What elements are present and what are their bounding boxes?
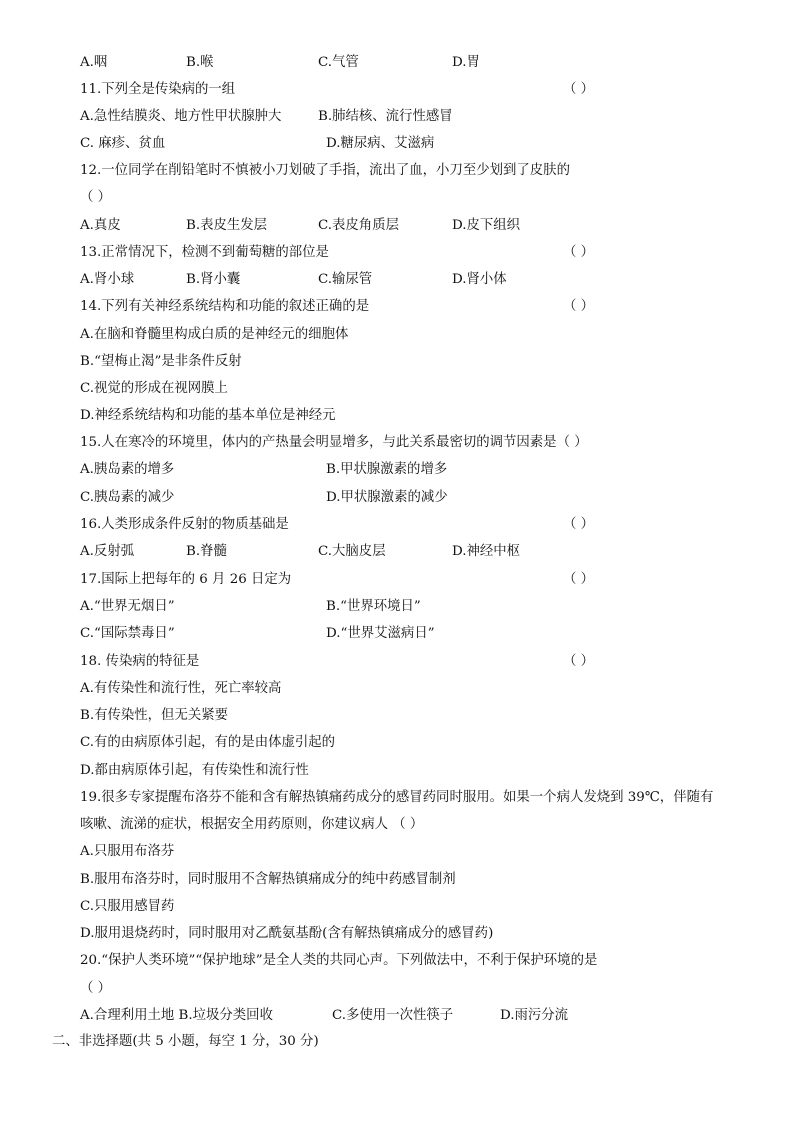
answer-blank: （ ） bbox=[563, 654, 595, 669]
answer-option: D.皮下组织 bbox=[452, 218, 521, 233]
answer-option: D.肾小体 bbox=[452, 272, 507, 287]
answer-option: C.胰岛素的减少 bbox=[80, 490, 175, 505]
answer-option: B.“世界环境日” bbox=[326, 599, 421, 614]
answer-option: B.脊髓 bbox=[186, 544, 227, 559]
answer-option: C.气管 bbox=[318, 55, 359, 70]
question-text: 13.正常情况下，检测不到葡萄糖的部位是 bbox=[80, 245, 329, 260]
question-text: 12.一位同学在削铅笔时不慎被小刀划破了手指，流出了血，小刀至少划到了皮肤的 bbox=[80, 163, 570, 178]
question-text: 18. 传染病的特征是 bbox=[80, 654, 200, 669]
answer-option: C.输尿管 bbox=[318, 272, 373, 287]
answer-option: A.反射弧 bbox=[80, 544, 135, 559]
answer-option: A.肾小球 bbox=[80, 272, 135, 287]
question-text: C.有的由病原体引起，有的是由体虚引起的 bbox=[80, 735, 336, 750]
question-text: 咳嗽、流涕的症状，根据安全用药原则，你建议病人 （ ） bbox=[80, 817, 424, 832]
answer-option: C.“国际禁毒日” bbox=[80, 626, 175, 641]
answer-option: B.肺结核、流行性感冒 bbox=[318, 109, 453, 124]
answer-option: B.甲状腺激素的增多 bbox=[326, 462, 448, 477]
answer-blank: （ ） bbox=[563, 245, 595, 260]
question-text: （ ） bbox=[80, 981, 112, 996]
question-text: 20.“保护人类环境”“保护地球”是全人类的共同心声。下列做法中，不利于保护环境的是 bbox=[80, 953, 598, 968]
answer-option: A.合理利用土地 B.垃圾分类回收 bbox=[80, 1008, 273, 1023]
answer-option: D.神经中枢 bbox=[452, 544, 521, 559]
answer-blank: （ ） bbox=[563, 82, 595, 97]
question-text: D.都由病原体引起，有传染性和流行性 bbox=[80, 763, 309, 778]
question-text: B.服用布洛芬时，同时服用不含解热镇痛成分的纯中药感冒制剂 bbox=[80, 872, 456, 887]
question-text: A.有传染性和流行性，死亡率较高 bbox=[80, 681, 282, 696]
answer-option: D.甲状腺激素的减少 bbox=[326, 490, 448, 505]
answer-option: A.急性结膜炎、地方性甲状腺肿大 bbox=[80, 109, 282, 124]
question-text: 17.国际上把每年的 6 月 26 日定为 bbox=[80, 572, 292, 587]
question-text: B.“望梅止渴”是非条件反射 bbox=[80, 354, 242, 369]
question-text: （ ） bbox=[80, 190, 112, 205]
answer-option: A.真皮 bbox=[80, 218, 121, 233]
answer-option: C.多使用一次性筷子 bbox=[332, 1008, 454, 1023]
answer-option: D.胃 bbox=[452, 55, 480, 70]
answer-blank: （ ） bbox=[563, 299, 595, 314]
answer-option: C.大脑皮层 bbox=[318, 544, 386, 559]
answer-option: C. 麻疹、贫血 bbox=[80, 136, 166, 151]
answer-option: B.喉 bbox=[186, 55, 214, 70]
question-text: A.在脑和脊髓里构成白质的是神经元的细胞体 bbox=[80, 327, 349, 342]
answer-option: D.雨污分流 bbox=[500, 1008, 569, 1023]
answer-option: D.糖尿病、艾滋病 bbox=[326, 136, 435, 151]
question-text: D.服用退烧药时，同时服用对乙酰氨基酚(含有解热镇痛成分的感冒药) bbox=[80, 926, 494, 941]
question-text: 16.人类形成条件反射的物质基础是 bbox=[80, 517, 289, 532]
answer-blank: （ ） bbox=[563, 572, 595, 587]
question-text: C.只服用感冒药 bbox=[80, 899, 175, 914]
answer-option: C.表皮角质层 bbox=[318, 218, 399, 233]
question-text: 11.下列全是传染病的一组 bbox=[80, 82, 236, 97]
answer-option: A.“世界无烟日” bbox=[80, 599, 175, 614]
answer-blank: （ ） bbox=[563, 517, 595, 532]
answer-option: B.表皮生发层 bbox=[186, 218, 268, 233]
question-text: A.只服用布洛芬 bbox=[80, 844, 175, 859]
question-text: 15.人在寒冷的环境里，体内的产热量会明显增多，与此关系最密切的调节因素是（ ） bbox=[80, 435, 588, 450]
question-text: 14.下列有关神经系统结构和功能的叙述正确的是 bbox=[80, 299, 370, 314]
answer-option: D.“世界艾滋病日” bbox=[326, 626, 435, 641]
answer-option: B.肾小囊 bbox=[186, 272, 241, 287]
answer-option: A.咽 bbox=[80, 55, 108, 70]
question-text: D.神经系统结构和功能的基本单位是神经元 bbox=[80, 408, 336, 423]
answer-option: A.胰岛素的增多 bbox=[80, 462, 175, 477]
question-text: 19.很多专家提醒布洛芬不能和含有解热镇痛药成分的感冒药同时服用。如果一个病人发烧到 39℃，伴随有 bbox=[80, 790, 714, 805]
question-text: C.视觉的形成在视网膜上 bbox=[80, 381, 228, 396]
question-text: B.有传染性，但无关紧要 bbox=[80, 708, 229, 723]
section-heading: 二、非选择题(共 5 小题，每空 1 分，30 分) bbox=[52, 1034, 319, 1049]
